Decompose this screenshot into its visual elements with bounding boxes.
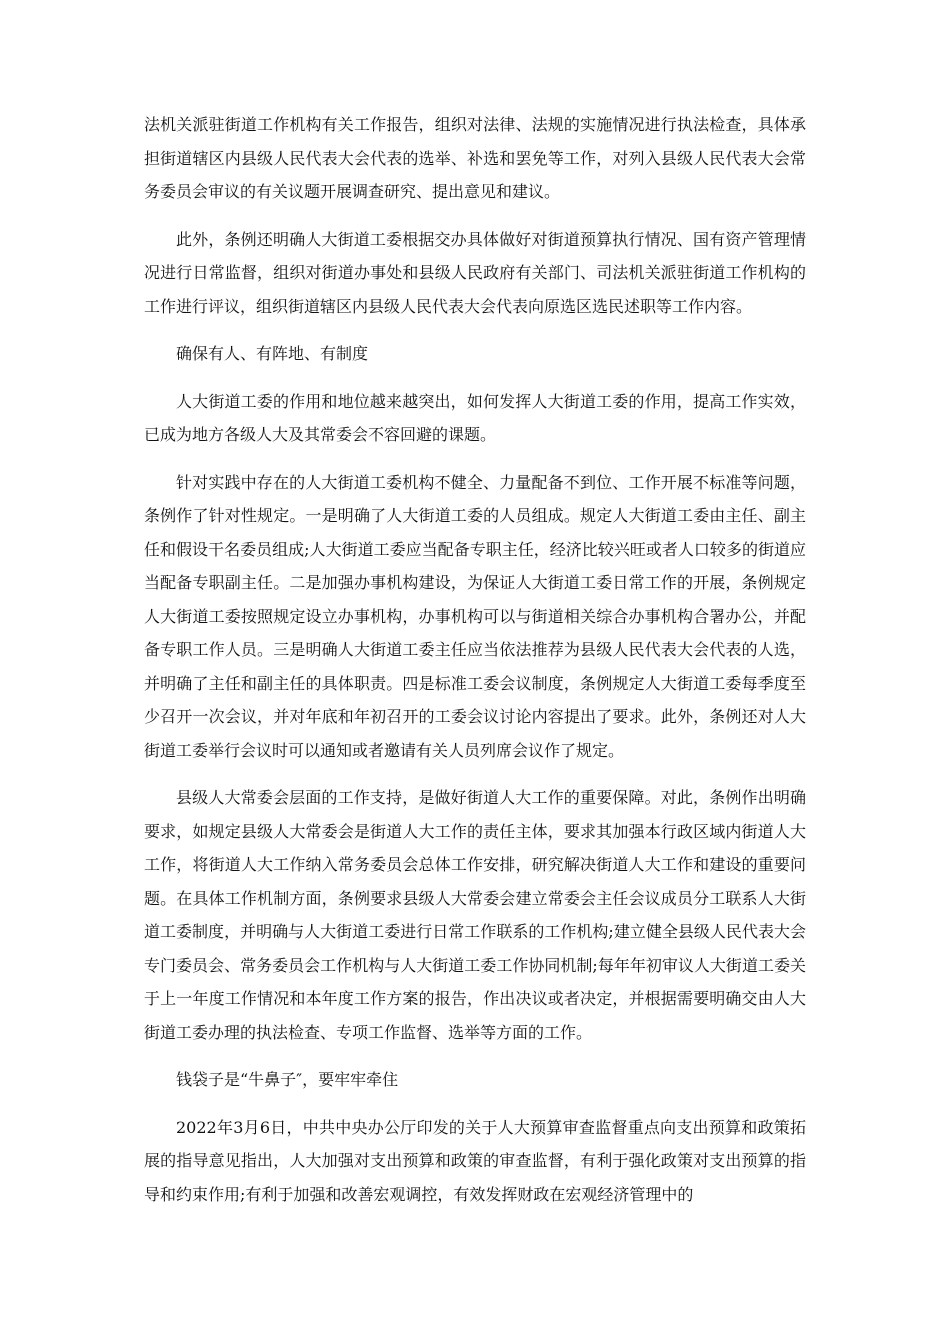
- section-heading-2: 钱袋子是“牛鼻子″，要牢牢牵住: [176, 1070, 399, 1089]
- paragraph-4: 针对实践中存在的人大街道工委机构不健全、力量配备不到位、工作开展不标准等问题，条例作了针对性规定。一是明确了人大街道工委的人员组成。规定人大街道工委由主任、副主任和假设干名委员组成;人大街道工委应当配备专职主任，经济比较兴旺或者人口较多的街道应当配备专职副主任。二是加强办事机构建设，为保证人大街道工委日常工作的开展，条例规定人大街道工委按照规定设立办事机构，办事机构可以与街道相关综合办事机构合署办公，并配备专职工作人员。三是明确人大街道工委主任应当依法推荐为县级人民代表大会代表的人选，并明确了主任和副主任的具体职责。四是标准工委会议制度，条例规定人大街道工委每季度至少召开一次会议，并对年底和年初召开的工委会议讨论内容提出了要求。此外，条例还对人大街道工委举行会议时可以通知或者邀请有关人员列席会议作了规定。: [144, 472, 806, 760]
- paragraph-2: 此外，条例还明确人大街道工委根据交办具体做好对街道预算执行情况、国有资产管理情况进行日常监督，组织对街道办事处和县级人民政府有关部门、司法机关派驻街道工作机构的工作进行评议，组织街道辖区内县级人民代表大会代表向原选区选民述职等工作内容。: [144, 229, 806, 316]
- section-heading-1: 确保有人、有阵地、有制度: [176, 344, 369, 363]
- paragraph-5: 县级人大常委会层面的工作支持，是做好街道人大工作的重要保障。对此，条例作出明确要求，如规定县级人大常委会是街道人大工作的责任主体，要求其加强本行政区域内街道人大工作，将街道人大工作纳入常务委员会总体工作安排，研究解决街道人大工作和建设的重要问题。在具体工作机制方面，条例要求县级人大常委会建立常委会主任会议成员分工联系人大街道工委制度，并明确与人大街道工委进行日常工作联系的工作机构;建立健全县级人民代表大会专门委员会、常务委员会工作机构与人大街道工委工作协同机制;每年年初审议人大街道工委关于上一年度工作情况和本年度工作方案的报告，作出决议或者决定，并根据需要明确交由人大街道工委办理的执法检查、专项工作监督、选举等方面的工作。: [144, 788, 806, 1042]
- paragraph-1: 法机关派驻街道工作机构有关工作报告，组织对法律、法规的实施情况进行执法检查，具体承担街道辖区内县级人民代表大会代表的选举、补选和罢免等工作，对列入县级人民代表大会常务委员会审议的有关议题开展调查研究、提出意见和建议。: [144, 115, 806, 201]
- document-page: [144, 108, 806, 1225]
- paragraph-3: 人大街道工委的作用和地位越来越突出，如何发挥人大街道工委的作用，提高工作实效，已成为地方各级人大及其常委会不容回避的课题。: [144, 391, 806, 444]
- paragraph-6: 2022年3月6日，中共中央办公厅印发的关于人大预算审查监督重点向支出预算和政策拓展的指导意见指出，人大加强对支出预算和政策的审查监督，有利于强化政策对支出预算的指导和约束作用;有利于加强和改善宏观调控，有效发挥财政在宏观经济管理中的: [144, 1117, 806, 1204]
